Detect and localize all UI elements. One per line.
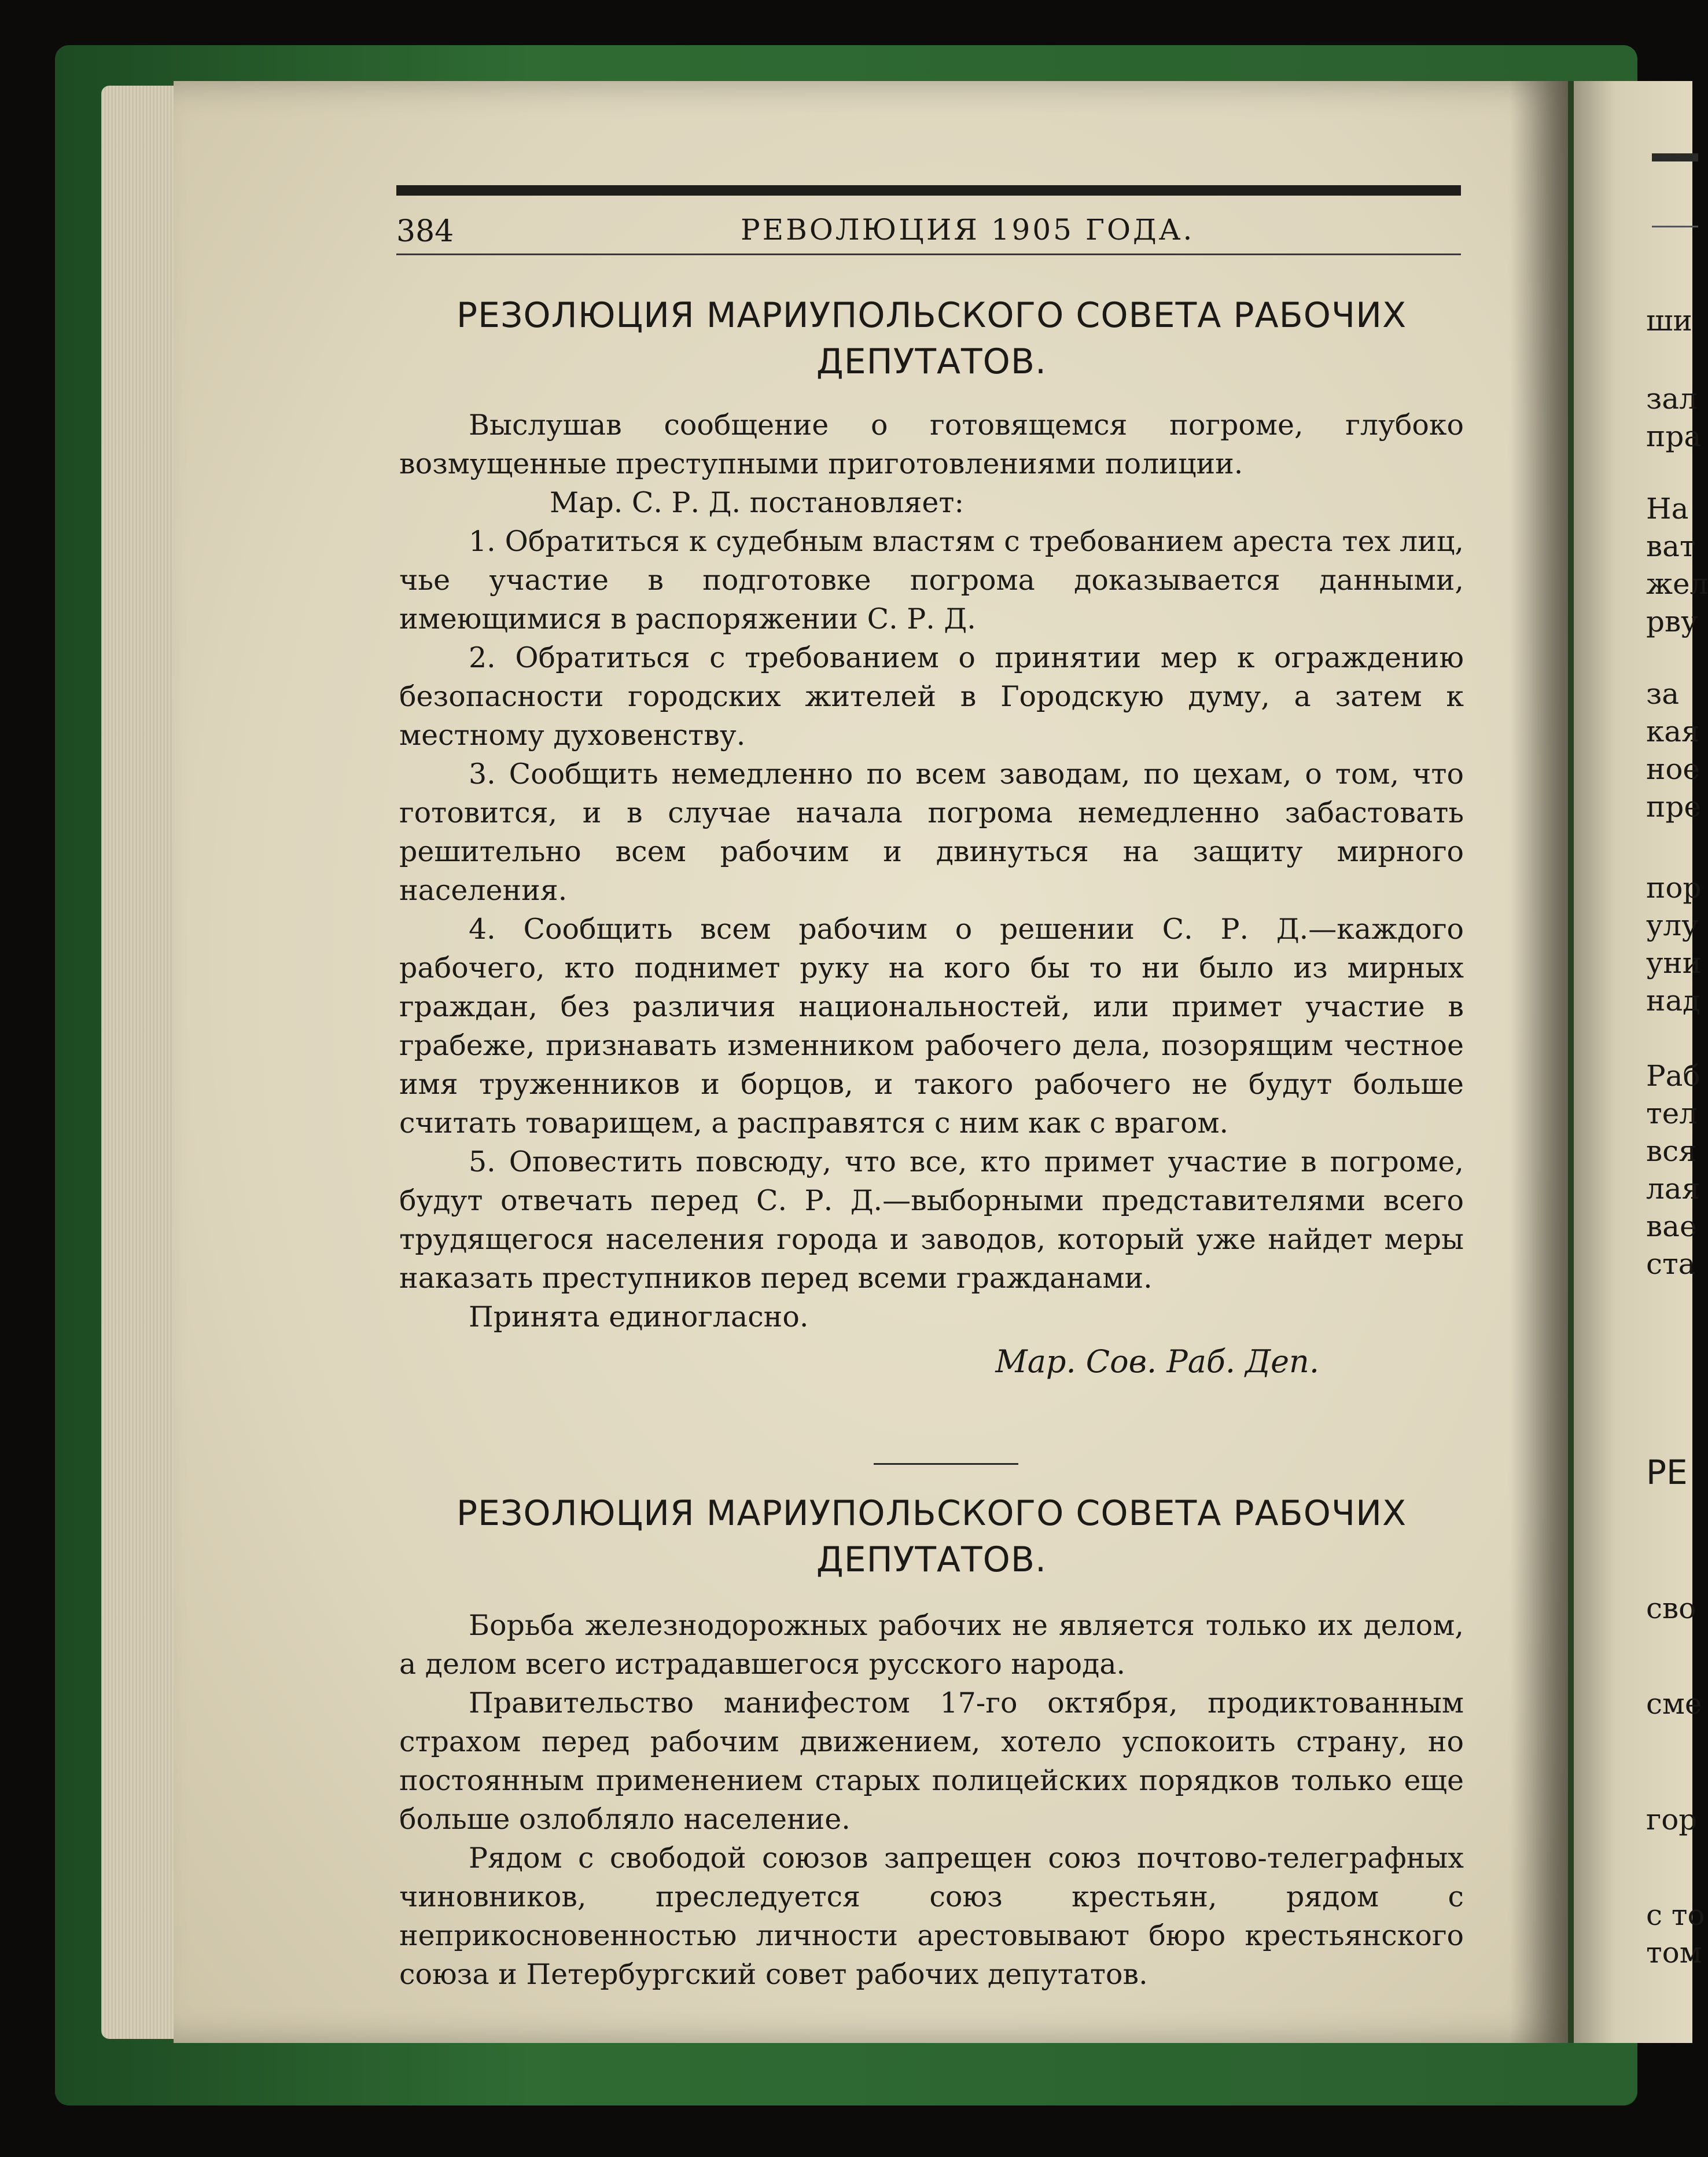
resolution-2-paragraph: Рядом с свободой союзов запрещен союз почтово-телеграфных чиновников, преследуется союз крестьян, рядом с неприкосновенностью личности арестовывают бюро крестьянского союза и Петербургский совет рабочих депутатов. <box>399 1842 1464 1991</box>
right-page-fragment: пра <box>1646 420 1702 453</box>
right-page-fragment: пре <box>1646 790 1701 824</box>
header-thin-rule <box>396 253 1461 255</box>
right-header-rule <box>1652 153 1698 161</box>
right-page-fragment: кая <box>1646 715 1700 748</box>
resolution-1-paragraph: 4. Сообщить всем рабочим о решении С. Р. Д.—каждого рабочего, кто поднимет руку на кого бы то ни было из мирных граждан, без различия национальностей, или примет участие в грабеже, признавать изменником рабочего дела, позорящим честное имя труженников и борцов, и такого рабочего не будут больше считать товарищем, а расправятся с ним как с врагом. <box>399 913 1464 1140</box>
resolution-1-paragraph: Принята единогласно. <box>469 1300 809 1333</box>
right-header-thin-rule <box>1652 226 1698 227</box>
resolution-1-paragraph: 3. Сообщить немедленно по всем заводам, по цехам, о том, что готовится, и в случае начала погрома немедленно забастовать решительно всем рабочим и двинуться на защиту мирного населения. <box>399 758 1464 907</box>
right-page-fragment: лая <box>1646 1172 1700 1206</box>
right-page-fragment: РЕ <box>1646 1453 1688 1492</box>
resolution-2-paragraph: Борьба железнодорожных рабочих не является только их делом, а делом всего истрадавшегося русского народа. <box>399 1609 1464 1681</box>
right-page-fragment: ват <box>1646 530 1696 563</box>
right-page-fragment: Раб <box>1646 1059 1700 1093</box>
page-number: 384 <box>396 214 454 249</box>
right-page-fragment: рву <box>1646 605 1698 638</box>
resolution-1-signature: Мар. Сов. Раб. Деп. <box>995 1343 1319 1380</box>
right-page-fragment: сме <box>1646 1687 1702 1721</box>
right-page-fragment: том <box>1646 1936 1702 1969</box>
resolution-1-title: РЕЗОЛЮЦИЯ МАРИУПОЛЬСКОГО СОВЕТА РАБОЧИХ ДЕПУТАТОВ. <box>456 295 1407 382</box>
right-page-fragment: вае <box>1646 1210 1697 1243</box>
resolution-2-title: РЕЗОЛЮЦИЯ МАРИУПОЛЬСКОГО СОВЕТА РАБОЧИХ ДЕПУТАТОВ. <box>456 1493 1407 1580</box>
resolution-2 <box>399 1490 1464 1994</box>
right-page-fragment: ста <box>1646 1247 1696 1281</box>
right-page-fragment: ное <box>1646 752 1700 786</box>
resolution-1-paragraph: 2. Обратиться с требованием о принятии мер к ограждению безопасности городских жителей в Городскую думу, а затем к местному духовенству. <box>399 641 1464 752</box>
right-page-fragment: над <box>1646 984 1700 1017</box>
section-divider <box>874 1463 1018 1465</box>
resolution-1-paragraph: Мар. С. Р. Д. постановляет: <box>550 486 964 519</box>
right-page-fragment: гор <box>1646 1803 1698 1836</box>
right-page-fragment: тел <box>1646 1097 1698 1130</box>
right-page <box>1574 81 1708 2043</box>
right-page-fragment: с то <box>1646 1898 1705 1932</box>
right-page-fragment: На <box>1646 492 1689 526</box>
running-head: РЕВОЛЮЦИЯ 1905 ГОДА. <box>741 213 1195 247</box>
right-page-fragment: пор <box>1646 871 1702 905</box>
header-rule <box>396 185 1461 196</box>
right-page-fragment: уни <box>1646 946 1702 980</box>
book-gutter <box>1510 81 1574 2043</box>
right-page-fragment: сво <box>1646 1592 1696 1625</box>
resolution-1 <box>399 292 1464 1380</box>
right-page-fragment: ши <box>1646 304 1692 337</box>
right-page-fragment: вся <box>1646 1134 1697 1168</box>
right-page-fragment: за <box>1646 677 1680 711</box>
resolution-1-paragraph: 1. Обратиться к судебным властям с требованием ареста тех лиц, чье участие в подготовке погрома доказывается данными, имеющимися в распоряжении С. Р. Д. <box>399 525 1464 635</box>
resolution-1-paragraph: Выслушав сообщение о готовящемся погроме, глубоко возмущенные преступными приготовлениями полиции. <box>399 409 1464 480</box>
right-page-fragment: улу <box>1646 909 1699 942</box>
right-page-fragment: зал <box>1646 382 1698 416</box>
resolution-2-paragraph: Правительство манифестом 17-го октября, продиктованным страхом перед рабочим движением, хотело успокоить страну, но постоянным применением старых полицейских порядков только еще больше озлобляло население. <box>399 1686 1464 1836</box>
resolution-1-paragraph: 5. Оповестить повсюду, что все, кто примет участие в погроме, будут отвечать перед С. Р. Д.—выборными представителями всего трудящегося населения города и заводов, который уже найдет меры наказать преступников перед всеми гражданами. <box>399 1145 1464 1295</box>
right-page-fragment: жел <box>1646 567 1708 601</box>
